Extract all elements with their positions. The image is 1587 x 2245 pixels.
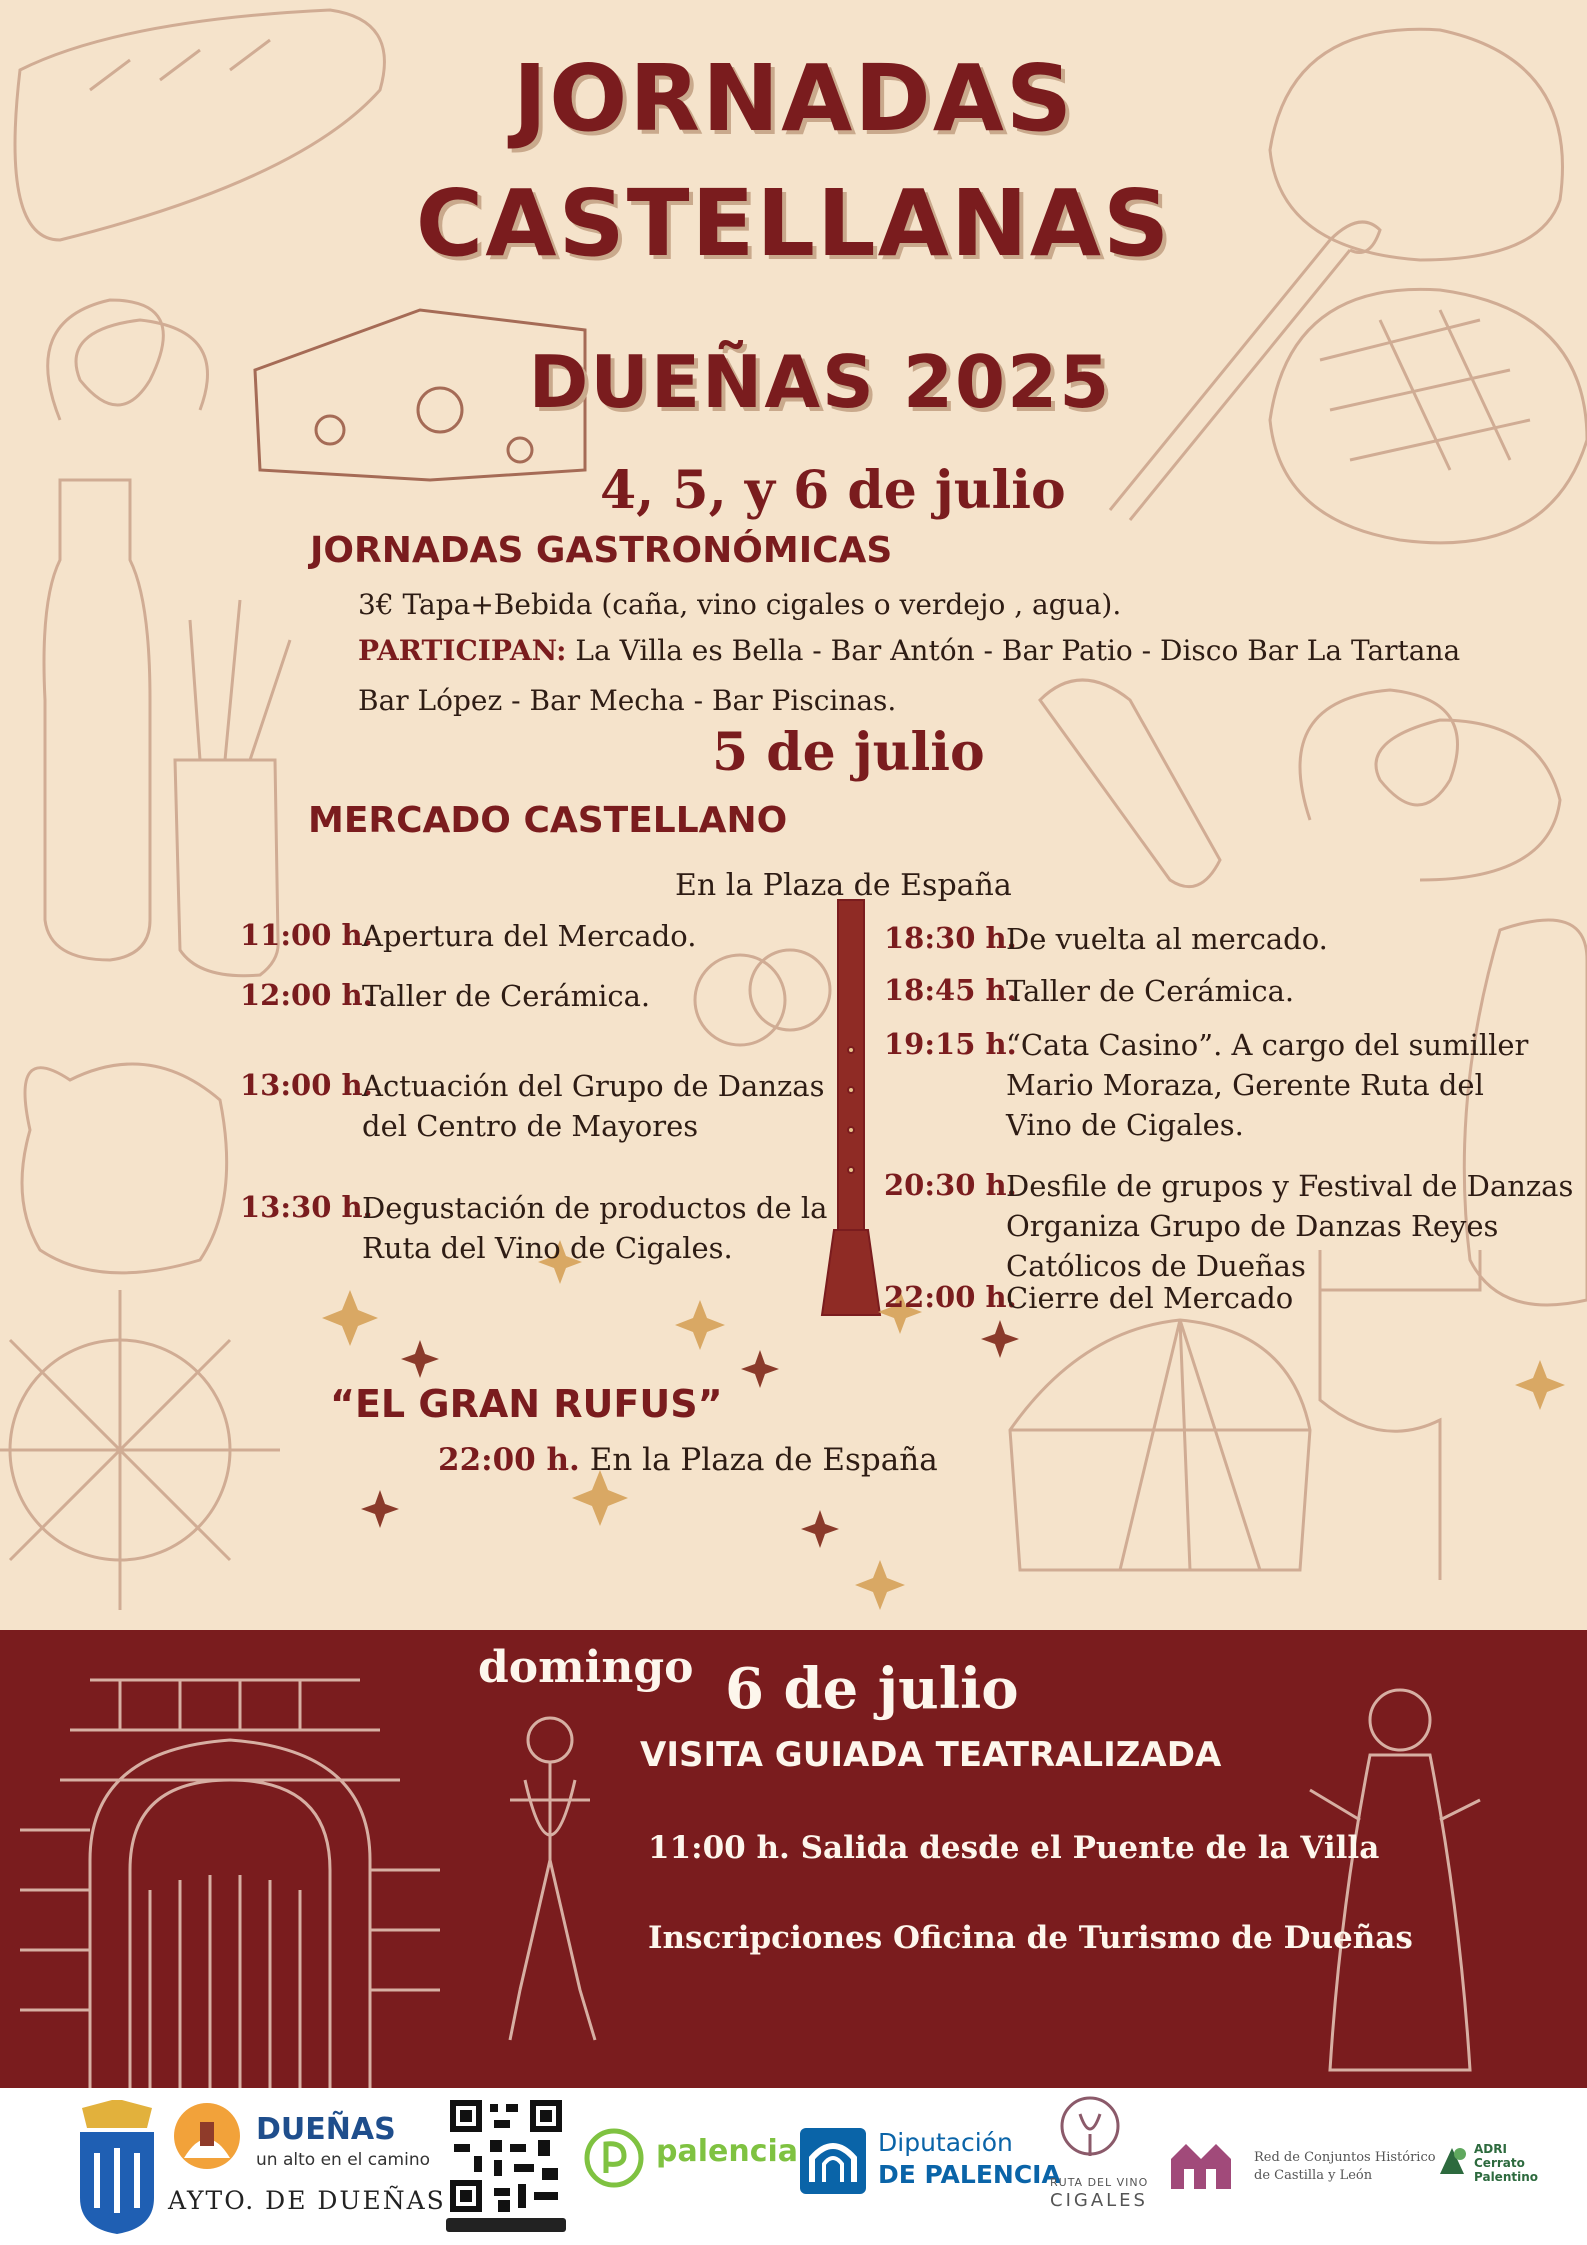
- schedule-text-line: Organiza Grupo de Danzas Reyes: [1006, 1209, 1499, 1243]
- schedule-text-line: Mario Moraza, Gerente Ruta del: [1006, 1068, 1484, 1102]
- market-date: 5 de julio: [712, 722, 985, 783]
- schedule-time: 18:30 h.: [884, 921, 1017, 955]
- gastro-participants: [358, 634, 1460, 667]
- duenas-tourism-icon: [172, 2100, 242, 2172]
- schedule-text-line: del Centro de Mayores: [362, 1109, 699, 1143]
- sunday-signup: Inscripciones Oficina de Turismo de Dueñas: [648, 1920, 1413, 1956]
- ayto-coat-of-arms-icon: [72, 2098, 162, 2236]
- schedule-time: 19:15 h.: [884, 1027, 1017, 1061]
- schedule-time: 11:00 h.: [240, 918, 373, 952]
- schedule-time: 13:00 h.: [240, 1068, 373, 1102]
- red-conjuntos-line-2: de Castilla y León: [1254, 2168, 1373, 2183]
- ruta-vino-line-2: CIGALES: [1050, 2190, 1148, 2211]
- adri-line-2: Cerrato: [1474, 2156, 1525, 2170]
- sunday-heading: VISITA GUIADA TEATRALIZADA: [640, 1735, 1222, 1775]
- adri-line-3: Palentino: [1474, 2170, 1539, 2184]
- participants-label: PARTICIPAN:: [358, 634, 567, 667]
- sunday-date: 6 de julio: [725, 1656, 1019, 1722]
- schedule-text-line: Desfile de grupos y Festival de Danzas: [1006, 1169, 1574, 1203]
- sunday-time: 11:00 h.: [648, 1830, 790, 1866]
- diputacion-logo-icon: [800, 2128, 866, 2194]
- gastro-heading: JORNADAS GASTRONÓMICAS: [310, 530, 893, 571]
- participants-line-1: La Villa es Bella - Bar Antón - Bar Patio - Disco Bar La Tartana: [575, 634, 1461, 667]
- schedule-text-line: Taller de Cerámica.: [1006, 974, 1295, 1008]
- schedule-text-line: Degustación de productos de la: [362, 1191, 828, 1225]
- event-dates: 4, 5, y 6 de julio: [600, 460, 1066, 521]
- arch-gate-illustration: [0, 1630, 500, 2088]
- app-store-badges[interactable]: [446, 2218, 566, 2232]
- palencia-wordmark: palencia: [656, 2134, 799, 2169]
- market-heading: MERCADO CASTELLANO: [308, 800, 788, 841]
- schedule-time: 18:45 h.: [884, 973, 1017, 1007]
- duenas-brand: DUEÑAS: [256, 2112, 396, 2147]
- schedule-text-line: “Cata Casino”. A cargo del sumiller: [1006, 1028, 1529, 1062]
- ruta-vino-line-1: RUTA DEL VINO: [1050, 2176, 1149, 2189]
- schedule-text-line: Taller de Cerámica.: [362, 979, 651, 1013]
- sponsor-footer: [0, 2088, 1587, 2245]
- duenas-tagline: un alto en el camino: [256, 2150, 431, 2170]
- ruta-vino-logo-icon: [1058, 2094, 1122, 2174]
- schedule-time: 13:30 h.: [240, 1190, 373, 1224]
- palencia-logo-icon: [584, 2128, 644, 2188]
- monk-figure-illustration: [1300, 1660, 1500, 2080]
- noble-figure-illustration: [470, 1690, 630, 2050]
- rufus-heading: “EL GRAN RUFUS”: [330, 1382, 723, 1426]
- rufus-time: 22:00 h.: [438, 1442, 580, 1478]
- participants-line-2: Bar López - Bar Mecha - Bar Piscinas.: [358, 684, 897, 717]
- sunday-start: [648, 1830, 1379, 1866]
- schedule-text-line: Cierre del Mercado: [1006, 1281, 1294, 1315]
- schedule-time: 22:00 h.: [884, 1280, 1017, 1314]
- schedule-text-line: Ruta del Vino de Cigales.: [362, 1231, 733, 1265]
- title-line-1: JORNADAS: [512, 45, 1075, 152]
- schedule-time: 12:00 h.: [240, 978, 373, 1012]
- qr-code-icon[interactable]: [446, 2096, 566, 2216]
- sunday-band: [0, 1630, 1587, 2088]
- conjuntos-historicos-icon: [1166, 2134, 1236, 2194]
- schedule-text-line: Actuación del Grupo de Danzas: [362, 1069, 825, 1103]
- schedule-text-line: Católicos de Dueñas: [1006, 1249, 1306, 1283]
- red-conjuntos-line-1: Red de Conjuntos Histórico: [1254, 2150, 1436, 2165]
- schedule-text-line: Apertura del Mercado.: [362, 919, 697, 953]
- diputacion-line-2: DE PALENCIA: [878, 2160, 1061, 2189]
- schedule-time: 20:30 h.: [884, 1168, 1017, 1202]
- schedule-text-line: De vuelta al mercado.: [1006, 922, 1328, 956]
- sunday-day: domingo: [478, 1642, 694, 1693]
- diputacion-line-1: Diputación: [878, 2128, 1013, 2157]
- ayto-label: AYTO. DE DUEÑAS: [168, 2186, 446, 2215]
- adri-line-1: ADRI: [1474, 2142, 1507, 2156]
- rufus-place: En la Plaza de España: [589, 1442, 938, 1478]
- gastro-offer: 3€ Tapa+Bebida (caña, vino cigales o verdejo , agua).: [358, 588, 1122, 621]
- market-location: En la Plaza de España: [675, 868, 1012, 903]
- title-line-3: DUEÑAS 2025: [528, 340, 1112, 424]
- sunday-start-place: Salida desde el Puente de la Villa: [800, 1830, 1380, 1866]
- title-line-2: CASTELLANAS: [415, 170, 1172, 277]
- adri-logo-icon: [1436, 2144, 1470, 2178]
- schedule-text-line: Vino de Cigales.: [1006, 1108, 1244, 1142]
- rufus-info: [438, 1442, 938, 1478]
